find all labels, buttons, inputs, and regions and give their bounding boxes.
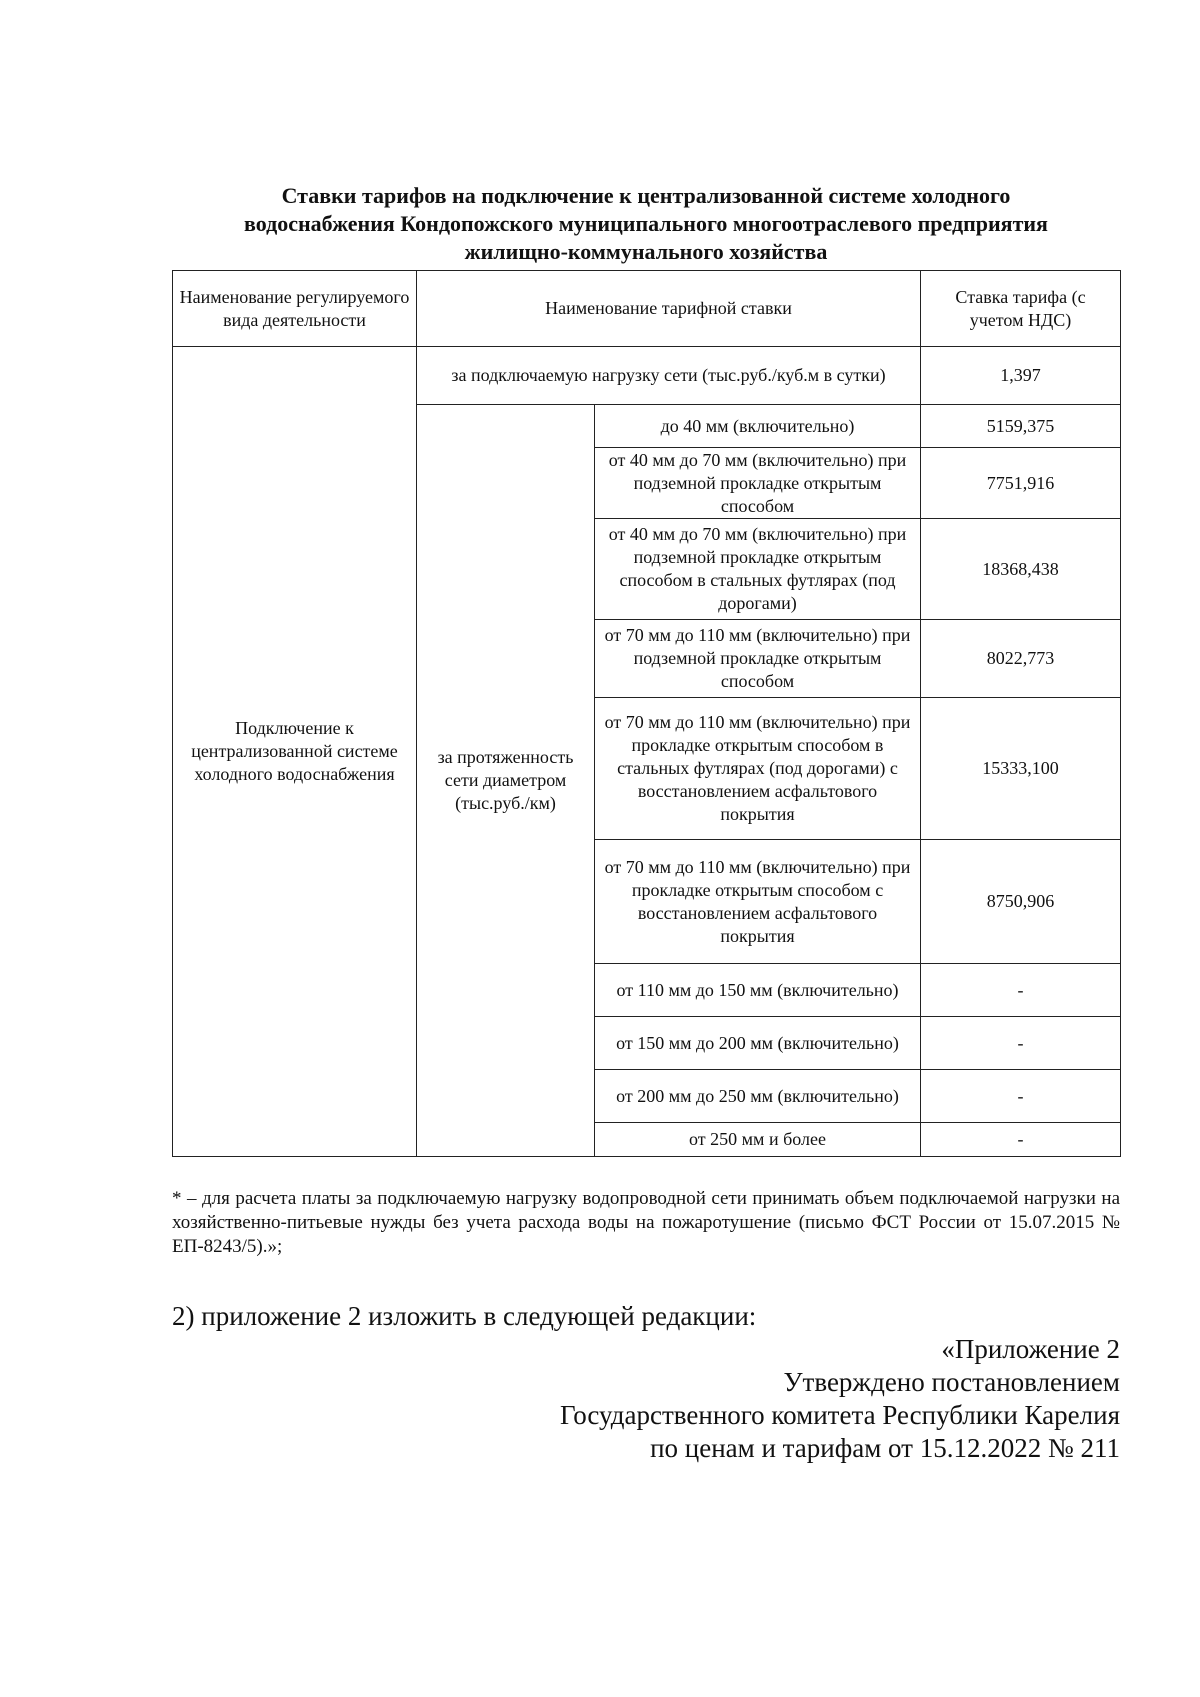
amendment-text: 2) приложение 2 изложить в следующей редакции: xyxy=(172,1301,757,1331)
tariff-table xyxy=(172,270,1121,1157)
appendix-line: Утверждено постановлением xyxy=(783,1367,1120,1397)
header-rate-value: Ставка тарифа (с учетом НДС) xyxy=(921,271,1121,347)
rate-value-cell: - xyxy=(921,1123,1121,1157)
rate-value-cell: 18368,438 xyxy=(921,519,1121,620)
title-line: жилищно-коммунального хозяйства xyxy=(464,239,828,264)
diameter-cell: от 150 мм до 200 мм (включительно) xyxy=(595,1017,921,1070)
rate-value-cell: - xyxy=(921,1070,1121,1123)
appendix-header xyxy=(560,1333,1120,1465)
rate-value-cell: 15333,100 xyxy=(921,698,1121,840)
table-row xyxy=(173,347,1121,405)
header-activity: Наименование регулируемого вида деятельности xyxy=(173,271,417,347)
footnote: * – для расчета платы за подключаемую нагрузку водопроводной сети принимать объем подключаемой нагрузки на хозяйственно-питьевые нужды без учета расхода воды на пожаротушение (письмо ФСТ России от 15.07.2015 № ЕП-8243/5).»; xyxy=(172,1188,1120,1257)
diameter-cell: от 40 мм до 70 мм (включительно) при подземной прокладке открытым способом в стальных футлярах (под дорогами) xyxy=(595,519,921,620)
appendix-line: Государственного комитета Республики Карелия xyxy=(559,1400,1120,1430)
activity-cell: Подключение к централизованной системе холодного водоснабжения xyxy=(173,347,417,1157)
title-line: водоснабжения Кондопожского муниципального многоотраслевого предприятия xyxy=(244,211,1048,236)
rate-value-cell: 7751,916 xyxy=(921,448,1121,519)
rate-value-cell: - xyxy=(921,964,1121,1017)
document-title xyxy=(172,182,1120,266)
diameter-cell: от 110 мм до 150 мм (включительно) xyxy=(595,964,921,1017)
rate-value-cell: 8750,906 xyxy=(921,840,1121,964)
diameter-cell: до 40 мм (включительно) xyxy=(595,405,921,448)
appendix-line: «Приложение 2 xyxy=(941,1334,1120,1364)
rate-value-cell: 8022,773 xyxy=(921,620,1121,698)
load-rate-name: за подключаемую нагрузку сети (тыс.руб./куб.м в сутки) xyxy=(417,347,921,405)
title-line: Ставки тарифов на подключение к централизованной системе холодного xyxy=(281,183,1011,208)
load-rate-value: 1,397 xyxy=(921,347,1121,405)
appendix-line: по ценам и тарифам от 15.12.2022 № 211 xyxy=(650,1433,1120,1463)
diameter-cell: от 250 мм и более xyxy=(595,1123,921,1157)
length-group-cell: за протяженность сети диаметром (тыс.руб./км) xyxy=(417,405,595,1157)
diameter-cell: от 70 мм до 110 мм (включительно) при подземной прокладке открытым способом xyxy=(595,620,921,698)
table-header-row xyxy=(173,271,1121,347)
diameter-cell: от 70 мм до 110 мм (включительно) при прокладке открытым способом в стальных футлярах (под дорогами) с восстановлением асфальтового покрытия xyxy=(595,698,921,840)
diameter-cell: от 40 мм до 70 мм (включительно) при подземной прокладке открытым способом xyxy=(595,448,921,519)
rate-value-cell: - xyxy=(921,1017,1121,1070)
diameter-cell: от 200 мм до 250 мм (включительно) xyxy=(595,1070,921,1123)
header-rate-name: Наименование тарифной ставки xyxy=(417,271,921,347)
rate-value-cell: 5159,375 xyxy=(921,405,1121,448)
diameter-cell: от 70 мм до 110 мм (включительно) при прокладке открытым способом с восстановлением асфальтового покрытия xyxy=(595,840,921,964)
